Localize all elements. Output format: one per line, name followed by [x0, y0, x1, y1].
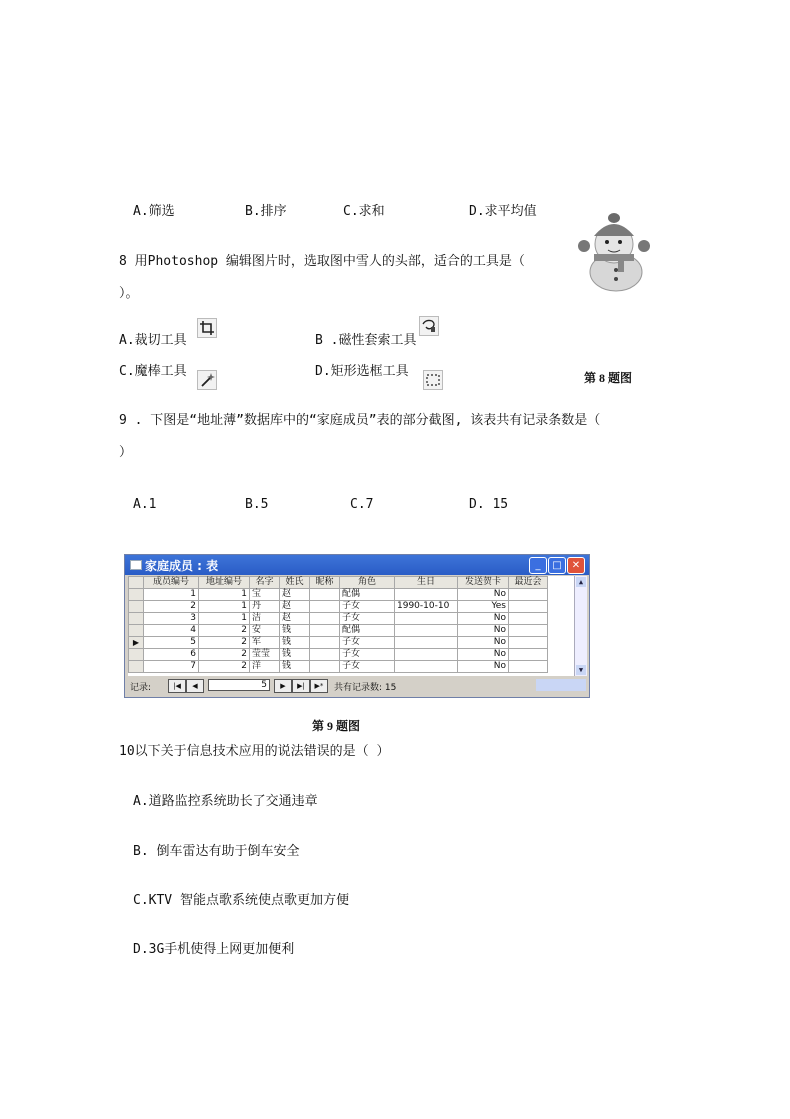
- rect-marquee-icon: [423, 370, 443, 390]
- table-row[interactable]: [129, 613, 548, 625]
- table-cell[interactable]: [310, 589, 340, 601]
- table-cell[interactable]: No: [458, 613, 509, 625]
- q9-option-b: B.5: [245, 497, 269, 512]
- q7-option-a: A.筛选: [133, 204, 175, 219]
- table-cell[interactable]: 2: [144, 601, 199, 613]
- q9-stem-line2: ）: [119, 445, 133, 460]
- table-cell[interactable]: 2: [199, 661, 250, 673]
- table-cell[interactable]: 7: [144, 661, 199, 673]
- table-cell[interactable]: [509, 661, 548, 673]
- table-icon: [130, 560, 142, 570]
- q9-stem-line1: 9 . 下图是“地址薄”数据库中的“家庭成员”表的部分截图, 该表共有记录条数是（: [119, 413, 601, 428]
- table-cell[interactable]: 钱: [280, 625, 310, 637]
- column-header[interactable]: 最近会: [509, 577, 548, 589]
- window-title: 家庭成员 : 表: [145, 559, 219, 573]
- record-navigator: [128, 678, 586, 694]
- table-cell[interactable]: 1: [199, 613, 250, 625]
- table-cell[interactable]: No: [458, 661, 509, 673]
- table-cell[interactable]: [310, 661, 340, 673]
- q8-stem-line1: 8 用Photoshop 编辑图片时，选取图中雪人的头部，适合的工具是（: [119, 254, 525, 269]
- scroll-up-icon[interactable]: ▲: [576, 577, 586, 587]
- table-cell[interactable]: [395, 661, 458, 673]
- table-cell[interactable]: 2: [199, 625, 250, 637]
- table-cell[interactable]: No: [458, 649, 509, 661]
- column-header[interactable]: 地址编号: [199, 577, 250, 589]
- table-cell[interactable]: 配偶: [340, 625, 395, 637]
- current-record-input[interactable]: 5: [208, 679, 270, 691]
- table-cell[interactable]: 1: [199, 601, 250, 613]
- table-cell[interactable]: No: [458, 625, 509, 637]
- table-cell[interactable]: [310, 601, 340, 613]
- table-cell[interactable]: 子女: [340, 649, 395, 661]
- q9-option-d: D. 15: [469, 497, 509, 512]
- table-row[interactable]: [129, 625, 548, 637]
- table-cell[interactable]: 钱: [280, 649, 310, 661]
- table-cell[interactable]: 子女: [340, 601, 395, 613]
- table-cell[interactable]: 5: [144, 637, 199, 649]
- table-cell[interactable]: [509, 601, 548, 613]
- row-selector-header: [129, 577, 144, 589]
- table-cell[interactable]: 钱: [280, 661, 310, 673]
- q10-option-c: C.KTV 智能点歌系统使点歌更加方便: [133, 893, 349, 908]
- q8-figure-caption: 第 8 题图: [584, 371, 633, 385]
- new-record-icon[interactable]: ▶*: [310, 679, 328, 693]
- first-record-icon[interactable]: |◀: [168, 679, 186, 693]
- horizontal-scrollbar[interactable]: [536, 679, 586, 691]
- q9-figure-caption: 第 9 题图: [312, 719, 361, 733]
- table-cell[interactable]: 洁: [250, 613, 280, 625]
- maximize-icon[interactable]: □: [548, 557, 566, 574]
- table-cell[interactable]: 配偶: [340, 589, 395, 601]
- crop-tool-icon: [197, 318, 217, 338]
- table-cell[interactable]: Yes: [458, 601, 509, 613]
- record-count: 共有记录数: 15: [334, 683, 397, 693]
- table-cell[interactable]: 钱: [280, 637, 310, 649]
- q7-option-d: D.求平均值: [469, 204, 537, 219]
- table-cell[interactable]: [509, 625, 548, 637]
- table-cell[interactable]: 丹: [250, 601, 280, 613]
- q7-option-c: C.求和: [343, 204, 385, 219]
- table-cell[interactable]: [395, 625, 458, 637]
- record-label: 记录:: [130, 683, 152, 693]
- table-cell[interactable]: [395, 637, 458, 649]
- datasheet-grid[interactable]: [128, 576, 574, 676]
- q8-option-d: D.矩形选框工具: [315, 364, 409, 379]
- table-cell[interactable]: [310, 649, 340, 661]
- q10-stem: 10以下关于信息技术应用的说法错误的是（ ）: [119, 744, 390, 759]
- minimize-icon[interactable]: _: [529, 557, 547, 574]
- table-cell[interactable]: [310, 625, 340, 637]
- table-cell[interactable]: 4: [144, 625, 199, 637]
- table-cell[interactable]: [509, 613, 548, 625]
- access-table-window: [124, 554, 590, 698]
- table-cell[interactable]: 2: [199, 649, 250, 661]
- vertical-scrollbar[interactable]: [574, 576, 587, 676]
- table-cell[interactable]: 宝: [250, 589, 280, 601]
- scroll-down-icon[interactable]: ▼: [576, 665, 586, 675]
- column-header[interactable]: 名字: [250, 577, 280, 589]
- row-selector[interactable]: [129, 589, 144, 601]
- column-header[interactable]: 姓氏: [280, 577, 310, 589]
- table-cell[interactable]: No: [458, 637, 509, 649]
- table-cell[interactable]: 赵: [280, 613, 310, 625]
- table-row[interactable]: [129, 661, 548, 673]
- table-cell[interactable]: [395, 649, 458, 661]
- table-cell[interactable]: 军: [250, 637, 280, 649]
- table-cell[interactable]: 赵: [280, 601, 310, 613]
- magic-wand-icon: [197, 370, 217, 390]
- close-icon[interactable]: ✕: [567, 557, 585, 574]
- table-row[interactable]: [129, 601, 548, 613]
- table-cell[interactable]: 1: [144, 589, 199, 601]
- column-header[interactable]: 昵称: [310, 577, 340, 589]
- table-cell[interactable]: 子女: [340, 661, 395, 673]
- magnetic-lasso-icon: [419, 316, 439, 336]
- snowman-image: [574, 206, 654, 292]
- prev-record-icon[interactable]: ◀: [186, 679, 204, 693]
- row-selector[interactable]: [129, 601, 144, 613]
- last-record-icon[interactable]: ▶|: [292, 679, 310, 693]
- column-header[interactable]: 发送贺卡: [458, 577, 509, 589]
- table-cell[interactable]: 安: [250, 625, 280, 637]
- table-cell[interactable]: 3: [144, 613, 199, 625]
- table-cell[interactable]: No: [458, 589, 509, 601]
- table-cell[interactable]: 洋: [250, 661, 280, 673]
- column-header[interactable]: 生日: [395, 577, 458, 589]
- q8-option-a: A.裁切工具: [119, 333, 187, 348]
- table-cell[interactable]: [509, 637, 548, 649]
- current-row-indicator-icon[interactable]: ▶: [129, 637, 144, 649]
- q10-option-a: A.道路监控系统助长了交通违章: [133, 794, 318, 809]
- window-titlebar[interactable]: [125, 555, 589, 575]
- q10-option-d: D.3G手机使得上网更加便利: [133, 942, 295, 957]
- table-row[interactable]: [129, 649, 548, 661]
- table-cell[interactable]: [395, 613, 458, 625]
- row-selector[interactable]: [129, 625, 144, 637]
- table-cell[interactable]: 赵: [280, 589, 310, 601]
- next-record-icon[interactable]: ▶: [274, 679, 292, 693]
- table-cell[interactable]: 2: [199, 637, 250, 649]
- table-cell[interactable]: [509, 589, 548, 601]
- q8-stem-line2: ）。: [119, 286, 139, 301]
- table-cell[interactable]: [509, 649, 548, 661]
- q8-option-c: C.魔棒工具: [119, 364, 187, 379]
- table-row[interactable]: [129, 589, 548, 601]
- q9-option-a: A.1: [133, 497, 157, 512]
- column-header[interactable]: 角色: [340, 577, 395, 589]
- table-cell[interactable]: 1: [199, 589, 250, 601]
- row-selector[interactable]: [129, 613, 144, 625]
- table-cell[interactable]: [395, 589, 458, 601]
- table-cell[interactable]: [310, 613, 340, 625]
- q8-option-b: B .磁性套索工具: [315, 333, 417, 348]
- row-selector[interactable]: [129, 649, 144, 661]
- table-row[interactable]: [129, 637, 548, 649]
- row-selector[interactable]: [129, 661, 144, 673]
- table-cell[interactable]: 莹莹: [250, 649, 280, 661]
- q9-option-c: C.7: [350, 497, 374, 512]
- column-header[interactable]: 成员编号: [144, 577, 199, 589]
- table-cell[interactable]: 子女: [340, 613, 395, 625]
- table-cell[interactable]: 1990-10-10: [395, 601, 458, 613]
- table-cell[interactable]: 6: [144, 649, 199, 661]
- table-cell[interactable]: 子女: [340, 637, 395, 649]
- table-cell[interactable]: [310, 637, 340, 649]
- q7-option-b: B.排序: [245, 204, 287, 219]
- q10-option-b: B. 倒车雷达有助于倒车安全: [133, 844, 300, 859]
